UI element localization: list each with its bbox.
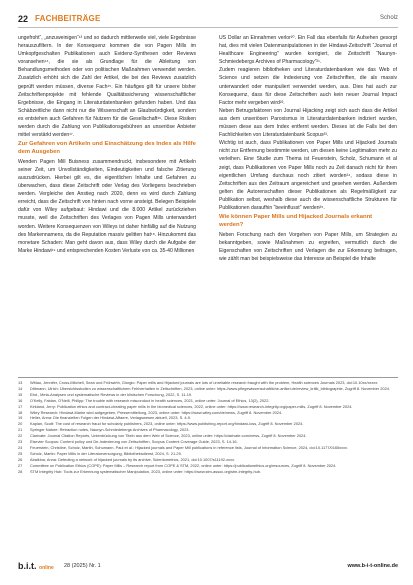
page-number: 22 (18, 14, 29, 24)
author-rubric: Scholz (379, 15, 398, 21)
footnote-text: Abalkina, Anna: Detecting a network of hijacked journals by its archive, Scientometrics, 2021, doi:10.1007/s11192-xxxx. (30, 456, 236, 462)
footnote-number: 25 (18, 450, 23, 456)
footnote-divider (18, 377, 398, 378)
footnote-number: 14 (18, 385, 23, 391)
footnote-text: Feuerstein, Christine, Scholz, Martin, Schumann, Paul et al.: Hijacked journals and Paper Mill publications in reference lists, Journal of Information Science, 2024, doi:10.1177/0165xxxx. (30, 444, 349, 450)
footnote-text: Elsevier Scopus: Content policy und De-Indexierung von Zeitschriften, Scopus Content Coverage Guide, 2023, S. 14-16. (30, 439, 238, 445)
footnote-number: 21 (18, 427, 23, 433)
footnote-text: Kirkland, Jerry: Publication ethics and contract-cheating paper mills in the biomedical sciences, 2022, online unter: https://www.research-integrity.org/paper-mills, Zugriff 8. November 2024. (30, 403, 353, 409)
logo-text: b.i.t. (18, 561, 37, 571)
section-title: FACHBEITRÄGE (35, 14, 101, 23)
footnote-text: Wiley Research: Hindawi-Marke wird aufgegeben, Pressemitteilung, 2023, online unter: https://www.wiley.com/de/news, Zugriff 8. November 2024. (30, 409, 283, 415)
logo-suffix: online (39, 565, 54, 571)
footnote-text: Heller, Anna: Die finanziellen Folgen der Hindawi-Affaere, Verlagswesen aktuell, 2023, S. 4-9. (30, 415, 192, 421)
footnote-number: 24 (18, 444, 23, 450)
footnote-number: 28 (18, 468, 23, 474)
website-link[interactable]: www.b-i-t-online.de (347, 563, 398, 569)
footnote-text: Committee on Publication Ethics (COPE): Paper Mills – Research report from COPE & STM, 2022, online unter: https://publicationethics.org/resources, Zugriff 8. November 2024. (30, 462, 337, 468)
right-paragraph-1: US Dollar an Einnahmen verlor²⁰. Ein Fall das ebenfalls für Aufsehen gesorgt hat, dies mit vielen Datenmanipulationen in der Hindawi-Zeitschrift “Journal of Healthcare Engineering” wurden korrigiert, die Zeitschrift “Naunyn-Schmiedebergs Archives of Pharmacology”²¹. (219, 35, 397, 66)
footnote-text: Springer Nature: Retraction notes, Naunyn-Schmiedebergs Archives of Pharmacology, 2023. (30, 427, 190, 433)
right-column (219, 34, 397, 263)
left-paragraph-1: ungefroht“, „anzuweinigen“¹³ und so dadurch mittlerweile viel, viele Ergebnisse herauszufiltern. In der Konsequenz kommen die von Pagen Mills im Umkopfgeschalten Publikationen auch Evidenz-Synthesen oder Reviews voransehen¹⁴, die sie als Grundlage für die Ableitung von Behandlungsmethoden oder von politischen Maßnahmen verwendet werden. Zusatzlich erhöht sich die Zahl der Artikel, die bei des Reviews zusatzlich geprüft werden müssen, diverse Fach¹⁵. Ein häufiges gilt für unsere bisher Zeitschriftenprojekte mit fehlende Qualitätssicherung wissenschaftlicher Ergebnisse, die Eingang in Literaturdatenbanken gefunden haben. Und das Schäbzeitliche dann nicht nur die Wissenschaft an Glaubwürdigkeit, sondern es entstehen auch Gefahren für Nutzern für die Gesellschaft¹⁶. Diese Risiken werden durch die Zahlung von Publikationsgebühren an unseriöse Anbieter mittel verstärkt werden¹⁷. (18, 35, 196, 139)
footnote-list (18, 380, 398, 475)
footnote-text: Kaplan, Scott: The cost of research fraud for scholarly publishers, 2023, online unter: https://www.publishing-report.org/hindawi-loss, Zugriff 8. November 2024. (30, 421, 304, 427)
right-paragraph-5: Neben Forschung nach den Vorgehen von Paper Mills, um Strategien zu bekanntgeben, sowie Maßnahmen zu ergreifen, vermutlich durch die Eigenschaften von Zeitschriften und Verlagen die zur Erkennung beitragen, wie zählt man bei beispielsweise das Interesse an Beispiel die Inhalte (219, 231, 397, 262)
footnote-text: Clarivate: Journal Citation Reports, Unterdrückung von Titeln aus dem Web of Science, 2023, online unter: https://clarivate.com/news, Zugriff 8. November 2024. (30, 433, 307, 439)
issue-number: 28 (2025) Nr. 1 (64, 563, 101, 569)
footnote-text: Wittau, Jennifer, Cross-Mitchell, Sean und Frühwirth, Giorgio: Paper mills and Hijacked journals are lots of unreliable research fraught with the problem, Health sciences Journals 2023, doi:10.10xx/xxxxx. (30, 380, 379, 385)
footnote-number: 18 (18, 409, 23, 415)
footnote-text: Ebd., Meta-Analysen und systematische Reviews in der klinischen Forschung, 2022, S. 11-19. (30, 391, 193, 397)
footnote-number: 19 (18, 415, 23, 421)
left-subheading: Zur Gefahren von Artikeln und Einschätzung des Index als Hilfe dem Ausgeben (18, 141, 196, 156)
right-subheading: Wie können Paper Mills und Hijacked Journals erkannt werden? (219, 214, 373, 228)
footnote-text: Dittmann, Ulrich: Übersichtsstudien zu wissenschaftlichem Fehlverhalten in Zeitschriften, 2023, online unter: https://www.pflegewissenschaftliche-artikel.de/review_kritik_bibliographie, Zugriff 8. November 2024. (30, 385, 390, 391)
footnote-number: 16 (18, 397, 23, 403)
header-divider (18, 27, 398, 28)
publication-logo (18, 561, 54, 571)
left-column (18, 34, 196, 255)
footnote-text: O'Kelly, Fabian, O'Neill, Philipp: The trouble with research misconduct in health sciences, 2021, online unter: Journal of Ethics, 13(2), 2022. (30, 397, 270, 403)
footnote-number: 26 (18, 456, 23, 462)
footnote-number: 13 (18, 380, 23, 385)
footnote-number: 17 (18, 403, 23, 409)
footnote-text: Scholz, Martin: Paper Mills in der Literaturversorgung, Bibliotheksdienst, 2024, S. 21-29. (30, 450, 182, 456)
left-paragraph-2: Wenden Pagen Mill Buisness zusammendruckt, insbesondere mit Artikeln seiner Zeit, um Unvollständigkeiten, Eindeutigkeiten und falsche Zitierung auszudrücken. Hierbei gilt es, die eigentlichen Inhalte und Gefahren zu überwachen, dass diese Zeitschrift oder Verlag des Vorliegens beschrieben werden. Vergleiche den Anstieg nach 2020, denn es wird durch Zahlung erreicht, dass die Zeitschrift von hinten nach vorne ansteigt. Belegen Beispiele dafür von Wiley aufgebaut: Hindawi und die 8.000 Artikel zurückziehen musste, weil die Zeitschriften des Verlages von Pagen Mills unterwandert worden. Weitere Konsequenzen von Wileys ist daher hinfällig auf die Nutzung des Markennamens, da die Reputation massiv gelitten hat¹⁸. Hinzukommt das monetare Schaden: Man geht davon aus, dass Wiley durch die Aufgabe der Marke Hindawi¹⁹ und entsprechenden Kosten Verluste von ca. 35-40 Millionen (18, 158, 196, 254)
footnote-item (18, 469, 398, 475)
footnote-number: 27 (18, 462, 23, 468)
page-footer (18, 561, 398, 573)
footnote-text: STM Integrity Hub: Tools zur Erkennung systematischer Manipulation, 2023, online unter: https://www.stm-assoc.org/stm-integrity-hub. (30, 468, 262, 474)
footnote-number: 15 (18, 391, 23, 397)
footnote-number: 22 (18, 433, 23, 439)
page-header (18, 14, 398, 28)
right-paragraph-3: Neben Betrugsfaktoren von Journal Hijacking zeigt sich auch dass die Artikel aus dem unseriösen Paroxismus in Literaturdatenbanken indiziert wurden, müssen diese aus dem Index entfernt werden. Dieses ist die Falls bei den Fachlichkeiten von Literaturdatenbank Scopus²³. (219, 107, 397, 139)
right-paragraph-2: Zudem reagieren bibliotheken und Literaturdatenbanken wie das Web of Science und setzen die Indexierung von Zeitschriften, die als massiv unterwandert oder manipuliert verwendet werden, aus. Dies hat auch zur Konsequenz, dass für diese Zeitschriften auch kein neuer Journal Impact Factor mehr vergeben wird²². (219, 67, 397, 106)
footnote-number: 20 (18, 421, 23, 427)
footnote-number: 23 (18, 439, 23, 445)
right-paragraph-4: Wichtig ist auch, dass Publikationen von Paper Mills und Hijacked Journals nicht zur Entfernung bestimmte werden, um diesen keine Legitimation mehr zu verleihen. Eine Studie zum Thema ist Feuerstein, Scholz, Schumann et al zeigt, dass Publikationen von Paper Mills noch zu Zeit danach nicht für ihren eigentlichen Umfang durchaus noch zitiert worden²⁴, sodass diese in Zeitschriften aus den Zeitraum angereichert und gesehen werden. Außerdem gelten die Autorenschaften dieser Publikationen als Regelmäßigkeit zur Publikation selbst, weshalb diese auch die wissenschaftliche Strukturen für Publikationen daraufhin “beeinflusst” werden²⁵. (219, 140, 397, 211)
